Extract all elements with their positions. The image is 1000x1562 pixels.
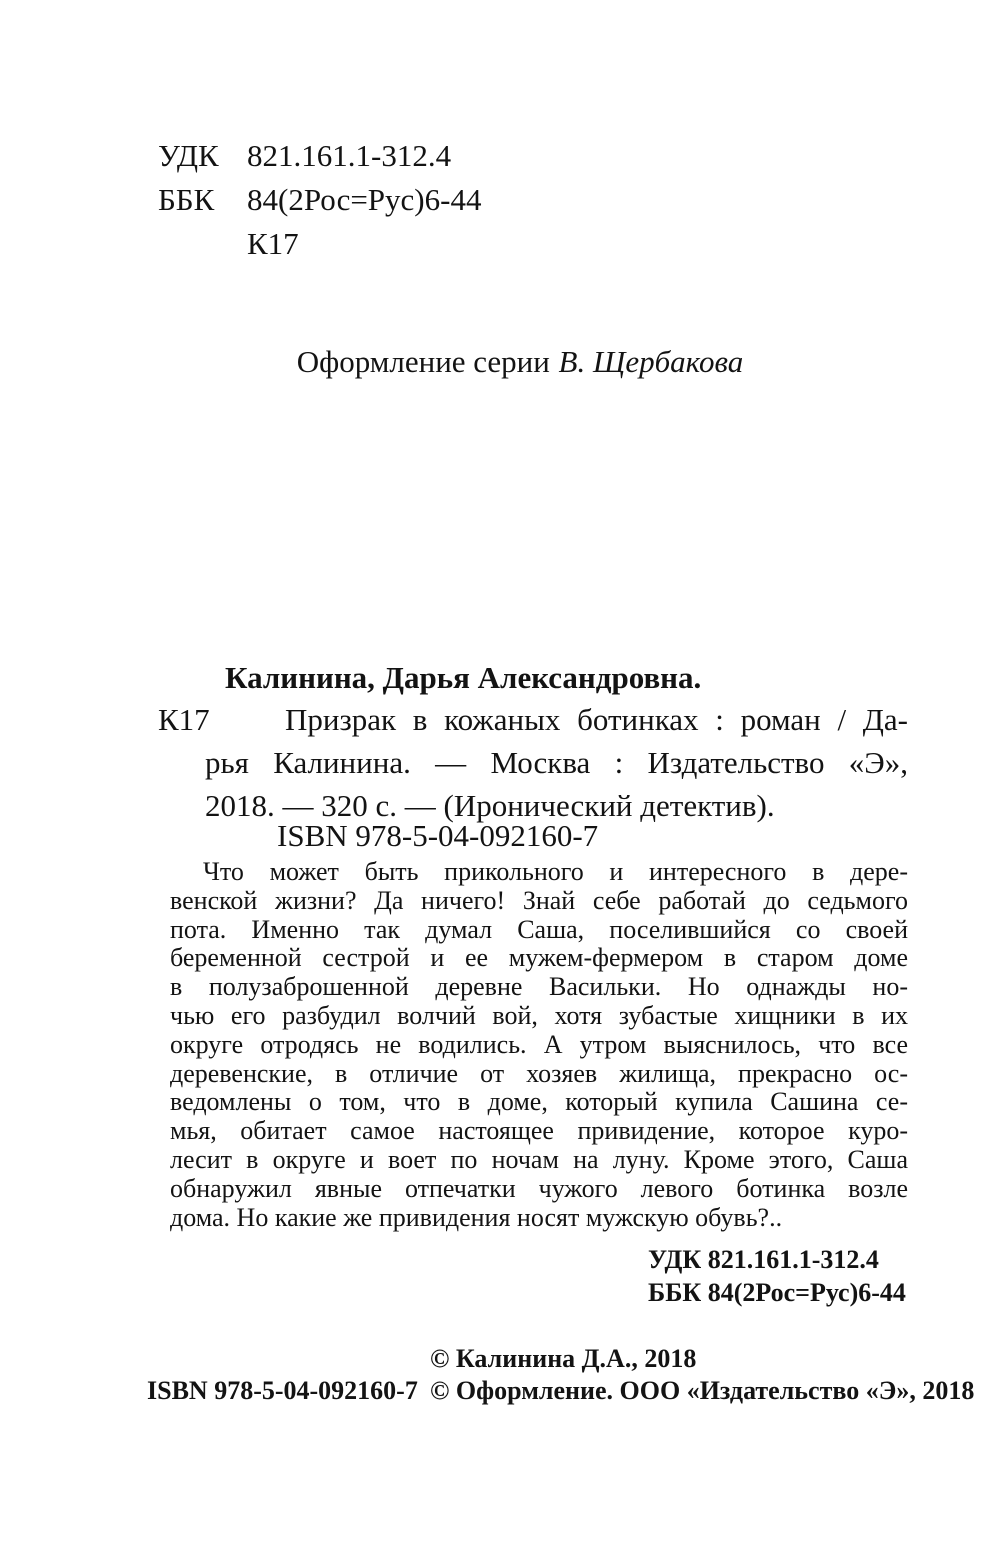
- classification-codes-top: [158, 134, 481, 266]
- author-heading: Калинина, Дарья Александровна.: [225, 660, 702, 695]
- bbk-value: 84(2Рос=Рус)6-44: [247, 182, 482, 217]
- annotation-line: Что может быть прикольного и интересного в дере-: [203, 857, 908, 886]
- annotation-line: беременной сестрой и ее мужем-фермером в старом доме: [170, 943, 908, 973]
- copyright-design: © Оформление. ООО «Издательство «Э», 2018: [430, 1376, 975, 1405]
- udk-value: 821.161.1-312.4: [247, 138, 452, 173]
- bib-line: Призрак в кожаных ботинках : роман / Да-: [285, 702, 908, 737]
- author-sign-spacer: [158, 222, 247, 266]
- annotation-line: пота. Именно так думал Саша, поселившийся со своей: [170, 914, 908, 944]
- series-credit-prefix: Оформление серии: [296, 344, 550, 379]
- series-design-credit: [140, 344, 900, 380]
- bbk-code-row: [158, 178, 481, 222]
- annotation-line: мья, обитает самое настоящее привидение, которое куро-: [170, 1116, 908, 1146]
- isbn-imprint: ISBN 978-5-04-092160-7: [147, 1376, 418, 1405]
- udk-code-row: [158, 134, 481, 178]
- bibliographic-description: [205, 698, 908, 827]
- annotation-line: обнаружил явные отпечатки чужого левого ботинка возле: [170, 1173, 908, 1203]
- bbk-label: ББК: [158, 182, 215, 217]
- annotation-line: ведомлены о том, что в доме, который купила Сашина се-: [170, 1087, 908, 1117]
- author-sign-top: К17: [247, 226, 299, 261]
- annotation-line: лесит в округе и воет по ночам на луну. Кроме этого, Саша: [170, 1144, 908, 1174]
- annotation-line: округе отродясь не водились. А утром выяснилось, что все: [170, 1029, 908, 1059]
- copyright-author: © Калинина Д.А., 2018: [430, 1344, 697, 1373]
- udk-label: УДК: [158, 138, 219, 173]
- annotation-line: венской жизни? Да ничего! Знай себе работай до седьмого: [170, 885, 908, 915]
- bib-line: 2018. — 320 с. — (Иронический детектив).: [205, 788, 775, 823]
- author-sign-row: [158, 222, 481, 266]
- series-designer-name: В. Щербакова: [558, 344, 744, 379]
- classification-codes-bottom: [648, 1243, 906, 1309]
- annotation-line: деревенские, в отличие от хозяев жилища, прекрасно ос-: [170, 1058, 908, 1088]
- annotation-line: в полузаброшенной деревне Васильки. Но однажды но-: [170, 972, 908, 1002]
- annotation-line: дома. Но какие же привидения носят мужскую обувь?..: [170, 1202, 783, 1232]
- annotation-line: чью его разбудил волчий вой, хотя зубастые хищники в их: [170, 1000, 908, 1030]
- isbn-catalog: ISBN 978-5-04-092160-7: [277, 818, 599, 853]
- bbk-bottom: ББК 84(2Рос=Рус)6-44: [648, 1278, 906, 1307]
- udk-bottom: УДК 821.161.1-312.4: [648, 1245, 879, 1274]
- annotation: [170, 858, 908, 1232]
- bib-line: рья Калинина. — Москва : Издательство «Э»,: [205, 745, 908, 780]
- author-sign-margin: К17: [158, 702, 210, 737]
